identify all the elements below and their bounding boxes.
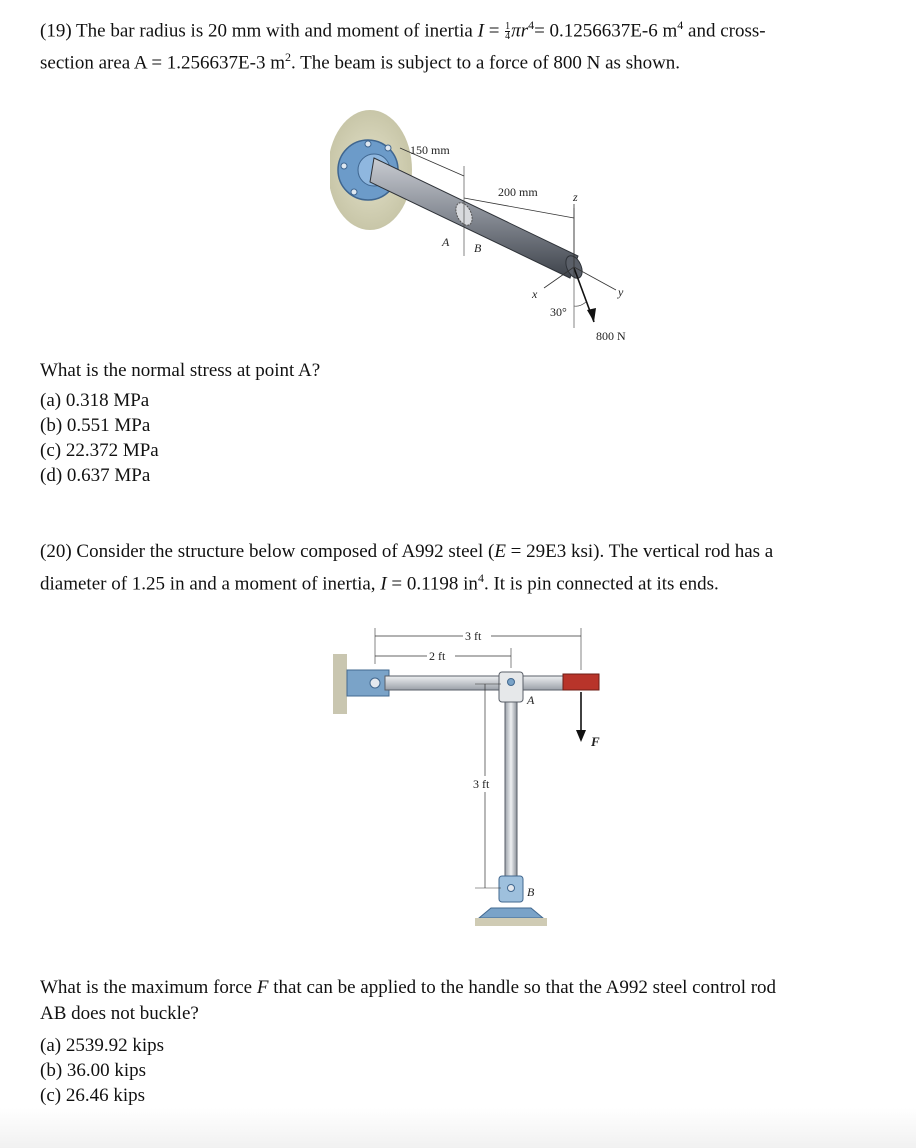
q20-question-a: What is the maximum force bbox=[40, 977, 257, 998]
wall-pin bbox=[370, 678, 380, 688]
inertia-symbol: I bbox=[477, 20, 484, 42]
ground bbox=[475, 918, 547, 926]
q20-option-a[interactable]: (a) 2539.92 kips bbox=[40, 1035, 165, 1056]
q19-text-a: (19) The bar radius is 20 mm with and moment of inertia bbox=[40, 20, 478, 42]
q19-line-1 bbox=[40, 12, 890, 44]
q19-option-a[interactable]: (a) 0.318 MPa bbox=[40, 390, 150, 411]
q20-statement bbox=[40, 539, 890, 597]
q19-area-text: section area A = 1.256637E-3 m bbox=[40, 52, 285, 74]
exponent-4: 4 bbox=[528, 18, 535, 32]
force-symbol: F bbox=[256, 977, 269, 998]
inertia-value: = 0.1256637E-6 m bbox=[534, 20, 678, 42]
force-F-label: F bbox=[591, 734, 600, 749]
q20-option-b[interactable]: (b) 36.00 kips bbox=[40, 1060, 147, 1081]
left-wall bbox=[333, 654, 347, 714]
circular-bar bbox=[370, 158, 578, 278]
q19-statement bbox=[40, 12, 890, 77]
bolt-3 bbox=[351, 189, 357, 195]
q20-line-2 bbox=[40, 565, 890, 597]
point-A-label: A bbox=[442, 235, 450, 249]
q19-question-block bbox=[40, 358, 890, 488]
axis-y-label: y bbox=[618, 285, 624, 299]
q20-option-c[interactable]: (c) 26.46 kips bbox=[40, 1085, 146, 1106]
q20-question-b: that can be applied to the handle so that the A992 steel control rod bbox=[268, 977, 777, 998]
joint-A-clevis bbox=[499, 672, 523, 702]
unit-exponent-2: 2 bbox=[285, 50, 291, 65]
fraction-denominator: 4 bbox=[505, 31, 511, 43]
joint-A-pin bbox=[508, 679, 515, 686]
lever-handle bbox=[563, 674, 599, 690]
unit-exponent-4b: 4 bbox=[477, 571, 484, 585]
pi-r-term: πr bbox=[511, 20, 529, 42]
q20-question-line-2: AB does not buckle? bbox=[40, 1003, 199, 1024]
inertia-symbol-2: I bbox=[380, 573, 387, 595]
force-800-arrowhead bbox=[587, 308, 596, 322]
q19-line-2 bbox=[40, 44, 890, 76]
axis-x-label: x bbox=[532, 287, 538, 301]
unit-exponent-4: 4 bbox=[677, 18, 684, 32]
q19-text-b: and cross- bbox=[683, 20, 766, 42]
bottom-fade bbox=[0, 1108, 916, 1148]
q20-figure bbox=[325, 618, 625, 938]
q19-option-b[interactable]: (b) 0.551 MPa bbox=[40, 415, 151, 436]
axis-z-label: z bbox=[573, 190, 578, 204]
bolt-1 bbox=[365, 141, 371, 147]
q20-text-c: diameter of 1.25 in and a moment of inertia, bbox=[40, 573, 381, 595]
q19-option-c[interactable]: (c) 22.372 MPa bbox=[40, 440, 159, 461]
q19-question: What is the normal stress at point A? bbox=[40, 360, 321, 381]
q20-text-a: (20) Consider the structure below composed of A992 steel ( bbox=[40, 541, 495, 562]
dim-3ft-vert-label: 3 ft bbox=[473, 777, 490, 791]
point-B-label-2: B bbox=[527, 885, 535, 899]
q19-option-d[interactable]: (d) 0.637 MPa bbox=[40, 465, 151, 486]
q20-inertia-value: = 0.1198 in bbox=[386, 573, 478, 595]
horizontal-lever bbox=[385, 676, 565, 690]
dim-3ft-top-label: 3 ft bbox=[465, 629, 482, 643]
angle-arc bbox=[574, 302, 586, 306]
q19-force-text: . The beam is subject to a force of 800 N as shown. bbox=[291, 52, 681, 74]
bolt-4 bbox=[385, 145, 391, 151]
q20-question-line-1 bbox=[40, 975, 890, 1001]
angle-label: 30° bbox=[550, 305, 567, 319]
q20-text-b: = 29E3 ksi). The vertical rod has a bbox=[505, 541, 774, 562]
equals-sign: = bbox=[483, 20, 505, 42]
base-support bbox=[479, 908, 543, 918]
force-800-label: 800 N bbox=[596, 329, 626, 343]
fraction-numerator: 1 bbox=[505, 21, 511, 33]
q20-line-1 bbox=[40, 539, 890, 565]
quarter-fraction bbox=[505, 22, 510, 41]
wall-bracket bbox=[347, 670, 389, 696]
dim-200-label: 200 mm bbox=[498, 185, 538, 199]
point-A-label-2: A bbox=[527, 693, 535, 707]
bolt-2 bbox=[341, 163, 347, 169]
q19-figure bbox=[330, 108, 650, 358]
vertical-rod-AB bbox=[505, 702, 517, 880]
joint-B-pin bbox=[508, 885, 515, 892]
modulus-symbol: E bbox=[494, 541, 506, 562]
point-B-label: B bbox=[474, 241, 482, 255]
dim-2ft-label: 2 ft bbox=[429, 649, 446, 663]
dim-150-label: 150 mm bbox=[410, 143, 450, 157]
force-F-arrowhead bbox=[576, 730, 586, 742]
q20-text-d: . It is pin connected at its ends. bbox=[483, 573, 719, 595]
